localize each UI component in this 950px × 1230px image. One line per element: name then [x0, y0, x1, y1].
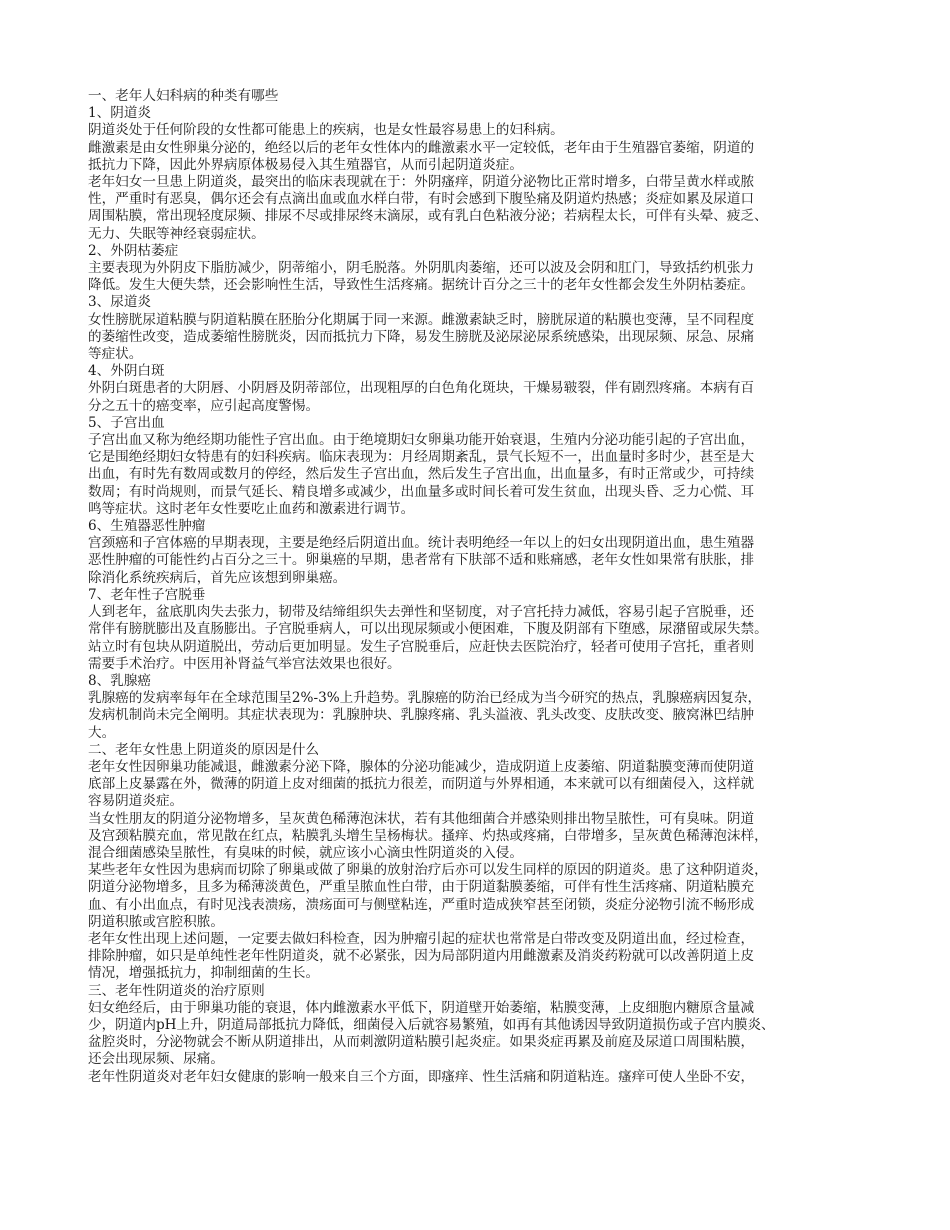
- text-line: 除消化系统疾病后，首先应该想到卵巢癌。: [88, 569, 347, 586]
- text-line: 某些老年女性因为患病而切除了卵巢或做了卵巢的放射治疗后亦可以发生同样的原因的阴道炎。患了这种阴道炎，: [88, 862, 768, 879]
- text-line: 老年女性因卵巢功能减退，雌激素分泌下降，腺体的分泌功能减少，造成阴道上皮萎缩、阴道黏膜变薄而使阴道: [88, 758, 755, 775]
- text-line: 一、老年人妇科病的种类有哪些: [88, 88, 279, 104]
- text-line: 阴道炎处于任何阶段的女性都可能患上的疾病，也是女性最容易患上的妇科病。: [88, 122, 564, 139]
- text-line: 鸣等症状。这时老年女性要吃止血药和激素进行调节。: [88, 500, 415, 517]
- text-line: 老年女性出现上述问题，一定要去做妇科检查，因为肿瘤引起的症状也常常是白带改变及阴道出血，经过检查，: [88, 930, 755, 947]
- text-line: 二、老年女性患上阴道炎的原因是什么: [88, 741, 320, 758]
- text-line: 宫颈癌和子宫体癌的早期表现，主要是绝经后阴道出血。统计表明绝经一年以上的妇女出现阴道出血，患生殖器: [88, 535, 755, 552]
- text-line: 人到老年，盆底肌肉失去张力，韧带及结缔组织失去弹性和坚韧度，对子宫托持力减低，容易引起子宫脱垂，还: [88, 604, 755, 621]
- text-line: 阴道积脓或宫腔积脓。: [88, 913, 224, 930]
- text-line: 数周；有时尚规则，而景气延长、精良增多或减少，出血量多或时间长着可发生贫血，出现头昏、乏力心慌、耳: [88, 483, 755, 500]
- text-line: 抵抗力下降，因此外界病原体极易侵入其生殖器官，从而引起阴道炎症。: [88, 156, 523, 173]
- text-line: 出血，有时先有数周或数月的停经，然后发生子宫出血，然后发生子宫出血，出血量多，有时正常或少，可持续: [88, 466, 755, 483]
- text-line: 等症状。: [88, 346, 143, 363]
- text-line: 的萎缩性改变，造成萎缩性膀胱炎，因而抵抗力下降，易发生膀胱及泌尿泌尿系统感染，出现尿频、尿急、尿痛: [88, 328, 755, 345]
- text-line: 盆腔炎时，分泌物就会不断从阴道排出，从而刺激阴道粘膜引起炎症。如果炎症再累及前庭及尿道口周围粘膜，: [88, 1034, 755, 1051]
- text-line: 外阴白斑患者的大阴唇、小阴唇及阴蒂部位，出现粗厚的白色角化斑块，干燥易皲裂，伴有剧烈疼痛。本病有百: [88, 380, 755, 397]
- text-line: 老年性阴道炎对老年妇女健康的影响一般来自三个方面，即瘙痒、性生活痛和阴道粘连。瘙痒可使人坐卧不安，: [88, 1068, 755, 1085]
- text-line: 7、老年性子宫脱垂: [88, 586, 206, 603]
- text-line: 5、子宫出血: [88, 414, 165, 431]
- text-line: 子宫出血又称为绝经期功能性子宫出血。由于绝境期妇女卵巢功能开始衰退，生殖内分泌功能引起的子宫出血，: [88, 432, 755, 449]
- text-line: 分之五十的癌变率，应引起高度警惕。: [88, 397, 320, 414]
- text-line: 6、生殖器恶性肿瘤: [88, 518, 206, 535]
- text-line: 2、外阴枯萎症: [88, 242, 179, 259]
- text-line: 周围粘膜，常出现轻度尿频、排尿不尽或排尿终末滴尿，或有乳白色粘液分泌；若病程太长，可伴有头晕、疲乏、: [88, 208, 768, 225]
- text-line: 混合细菌感染呈脓性，有臭味的时候，就应该小心滴虫性阴道炎的入侵。: [88, 844, 523, 861]
- text-line: 老年妇女一旦患上阴道炎，最突出的临床表现就在于：外阴瘙痒，阴道分泌物比正常时增多，白带呈黄水样或脓: [88, 174, 755, 191]
- text-line: 站立时有包块从阴道脱出，劳动后更加明显。发生子宫脱垂后，应赶快去医院治疗，轻者可使用子宫托，重者则: [88, 638, 755, 655]
- text-line: 8、乳腺癌: [88, 672, 152, 689]
- text-line: 无力、失眠等神经衰弱症状。: [88, 225, 265, 242]
- text-line: 常伴有膀胱膨出及直肠膨出。子宫脱垂病人，可以出现尿频或小便困难，下腹及阴部有下堕感，尿潴留或尿失禁。: [88, 621, 768, 638]
- text-line: 降低。发生大便失禁，还会影响性生活，导致性生活疼痛。据统计百分之三十的老年女性都会发生外阴枯萎症。: [88, 277, 755, 294]
- text-line: 还会出现尿频、尿痛。: [88, 1051, 224, 1068]
- text-line: 恶性肿瘤的可能性约占百分之三十。卵巢癌的早期，患者常有下肤部不适和账痛感，老年女性如果常有肤胀，排: [88, 552, 755, 569]
- text-line: 性，严重时有恶臭，偶尔还会有点滴出血或血水样白带，有时会感到下腹坠痛及阴道灼热感；炎症如累及尿道口: [88, 191, 755, 208]
- text-line: 雌激素是由女性卵巢分泌的，绝经以后的老年女性体内的雌激素水平一定较低，老年由于生殖器官萎缩，阴道的: [88, 139, 755, 156]
- text-line: 排除肿瘤，如只是单纯性老年性阴道炎，就不必紧张，因为局部阴道内用雌激素及消炎药粉就可以改善阴道上皮: [88, 948, 755, 965]
- text-line: 妇女绝经后，由于卵巢功能的衰退，体内雌激素水平低下，阴道壁开始萎缩，粘膜变薄，上皮细胞内糖原含量减: [88, 999, 755, 1016]
- text-line: 1、阴道炎: [88, 105, 152, 122]
- text-line: 乳腺癌的发病率每年在全球范围呈2%-3%上升趋势。乳腺癌的防治已经成为当今研究的热点，乳腺癌病因复杂，: [88, 690, 762, 707]
- text-line: 4、外阴白斑: [88, 363, 165, 380]
- text-line: 需要手术治疗。中医用补肾益气举宫法效果也很好。: [88, 655, 401, 672]
- text-line: 三、老年性阴道炎的治疗原则: [88, 982, 265, 999]
- text-line: 底部上皮暴露在外，微薄的阴道上皮对细菌的抵抗力很差，而阴道与外界相通，本来就可以有细菌侵入，这样就: [88, 776, 755, 793]
- text-line: 情况，增强抵抗力，抑制细菌的生长。: [88, 965, 320, 982]
- text-line: 它是围绝经期妇女特患有的妇科疾病。临床表现为：月经周期紊乱，景气长短不一，出血量时多时少，甚至是大: [88, 449, 755, 466]
- text-line: 3、尿道炎: [88, 294, 152, 311]
- text-line: 及宫颈粘膜充血，常见散在红点，粘膜乳头增生呈杨梅状。搔痒、灼热或疼痛，白带增多，呈灰黄色稀薄泡沫样，: [88, 827, 768, 844]
- text-line: 容易阴道炎症。: [88, 793, 184, 810]
- text-line: 女性膀胱尿道粘膜与阴道粘膜在胚胎分化期属于同一来源。雌激素缺乏时，膀胱尿道的粘膜也变薄，呈不同程度: [88, 311, 755, 328]
- text-line: 血、有小出血点，有时见浅表溃疡，溃疡面可与侧壁粘连，严重时造成狭窄甚至闭锁，炎症分泌物引流不畅形成: [88, 896, 755, 913]
- text-line: 当女性朋友的阴道分泌物增多，呈灰黄色稀薄泡沫状，若有其他细菌合并感染则排出物呈脓性，可有臭味。阴道: [88, 810, 755, 827]
- text-line: 主要表现为外阴皮下脂肪减少，阴蒂缩小，阴毛脱落。外阴肌肉萎缩，还可以波及会阴和肛门，导致括约机张力: [88, 260, 755, 277]
- text-line: 发病机制尚未完全阐明。其症状表现为：乳腺肿块、乳腺疼痛、乳头溢液、乳头改变、皮肤改变、腋窝淋巴结肿: [88, 707, 755, 724]
- text-line: 阴道分泌物增多，且多为稀薄淡黄色，严重呈脓血性白带，由于阴道黏膜萎缩，可伴有性生活疼痛、阴道粘膜充: [88, 879, 755, 896]
- text-line: 大。: [88, 724, 116, 741]
- text-line: 少，阴道内pH上升，阴道局部抵抗力降低，细菌侵入后就容易繁殖，如再有其他诱因导致阴道损伤或子宫内膜炎、: [88, 1016, 775, 1033]
